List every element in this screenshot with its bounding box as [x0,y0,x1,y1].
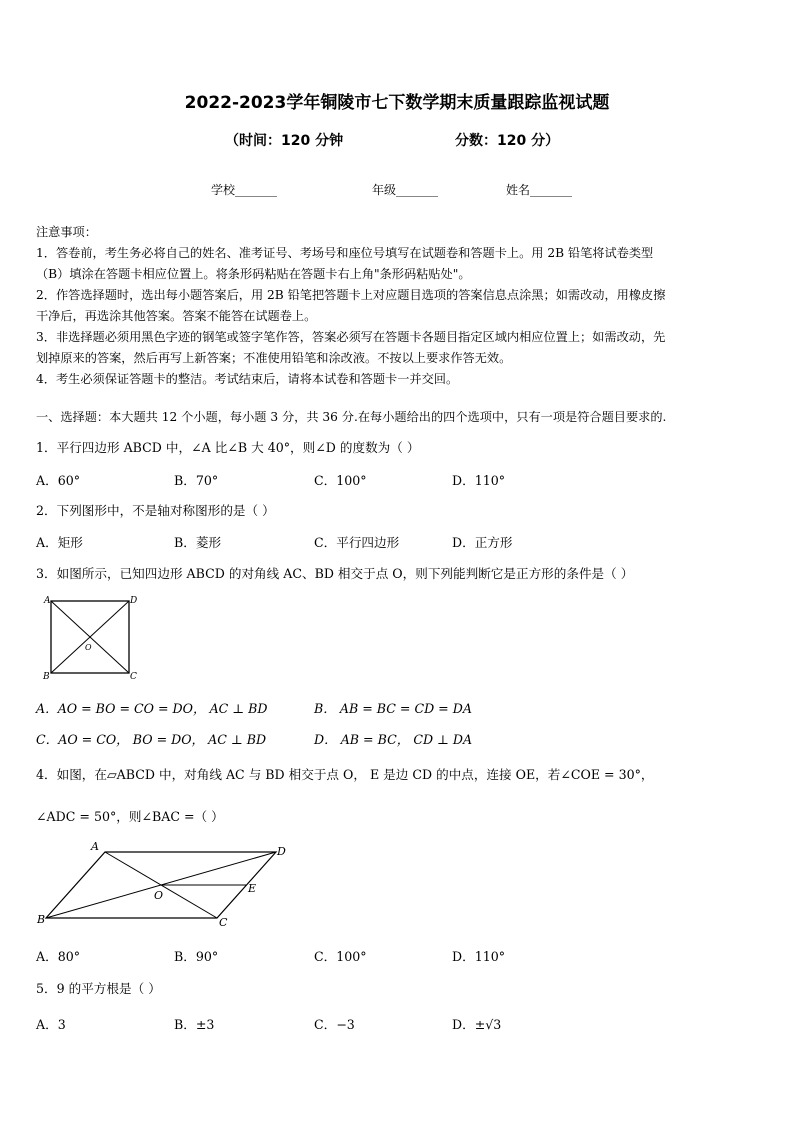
label-o: O [85,643,92,652]
option-b: B．70° [174,473,219,488]
option-b: B．菱形 [174,535,222,550]
option-d: D．正方形 [452,535,513,550]
page-title: 2022-2023学年铜陵市七下数学期末质量跟踪监视试题 [184,93,610,113]
notes-block [36,222,758,390]
name-field: 姓名_______ [506,183,573,197]
option-d: D．110° [452,949,506,964]
label-e: E [248,882,257,895]
exam-time: （时间：120 分钟 [225,133,344,149]
notes-line: 4．考生必须保证答题卡的整洁。考试结束后，请将本试卷和答题卡一并交回。 [36,372,459,386]
parallelogram-diagram [35,838,295,930]
option-c: C．100° [314,473,367,488]
option-d: D．±√3 [452,1017,502,1032]
label-b: B [37,913,46,926]
label-b: B [43,672,50,682]
option-c: C．100° [314,949,367,964]
option-d: D． AB = BC， CD ⊥ DA [314,732,473,747]
notes-line: （B）填涂在答题卡相应位置上。将条形码粘贴在答题卡右上角"条形码粘贴处"。 [36,267,471,281]
option-b: B．±3 [174,1017,215,1032]
option-a: A．3 [36,1017,66,1032]
label-c: C [219,916,228,929]
label-o: O [154,889,164,902]
question-3-stem: 3．如图所示，已知四边形 ABCD 的对角线 AC、BD 相交于点 O，则下列能判断它是正方形的条件是（ ） [36,566,634,581]
option-a: A．矩形 [36,535,83,550]
option-a: A．80° [36,949,81,964]
square-diagram [40,593,140,683]
question-4-stem-line2: ∠ADC = 50°，则∠BAC =（ ） [36,809,224,824]
question-1-stem: 1．平行四边形 ABCD 中，∠A 比∠B 大 40°，则∠D 的度数为（ ） [36,440,420,455]
notes-line: 2．作答选择题时，选出每小题答案后，用 2B 铅笔把答题卡上对应题目选项的答案信息点涂黑；如需改动，用橡皮擦 [36,288,666,302]
school-field: 学校_______ [211,183,278,197]
section-title: 一、选择题：本大题共 12 个小题，每小题 3 分，共 36 分.在每小题给出的四个选项中，只有一项是符合题目要求的. [36,410,667,424]
question-4-stem-line1: 4．如图，在▱ABCD 中，对角线 AC 与 BD 相交于点 O， E 是边 CD 的中点，连接 OE，若∠COE = 30°， [36,767,654,782]
label-c: C [130,672,137,682]
option-d: D．110° [452,473,506,488]
option-b: B．90° [174,949,219,964]
label-d: D [130,596,138,606]
notes-heading: 注意事项： [36,225,97,239]
option-c: C．平行四边形 [314,535,400,550]
question-2-stem: 2．下列图形中，不是轴对称图形的是（ ） [36,503,275,518]
notes-line: 3．非选择题必须用黑色字迹的钢笔或签字笔作答，答案必须写在答题卡各题目指定区域内相应位置上；如需改动，先 [36,330,666,344]
label-d: D [277,845,286,858]
option-c: C．AO = CO， BO = DO， AC ⊥ BD [36,732,267,747]
label-a: A [91,840,99,853]
notes-line: 1．答卷前，考生务必将自己的姓名、准考证号、考场号和座位号填写在试题卷和答题卡上。用 2B 铅笔将试卷类型 [36,246,654,260]
notes-line: 划掉原来的答案，然后再写上新答案；不准使用铅笔和涂改液。不按以上要求作答无效。 [36,351,512,365]
option-a: A．AO = BO = CO = DO， AC ⊥ BD [36,701,268,716]
option-b: B． AB = BC = CD = DA [314,701,472,716]
label-a: A [44,596,51,606]
notes-line: 干净后，再选涂其他答案。答案不能答在试题卷上。 [36,309,317,323]
question-5-stem: 5．9 的平方根是（ ） [36,981,161,996]
option-a: A．60° [36,473,81,488]
grade-field: 年级_______ [372,183,439,197]
option-c: C．−3 [314,1017,355,1032]
exam-score: 分数：120 分） [455,133,560,149]
